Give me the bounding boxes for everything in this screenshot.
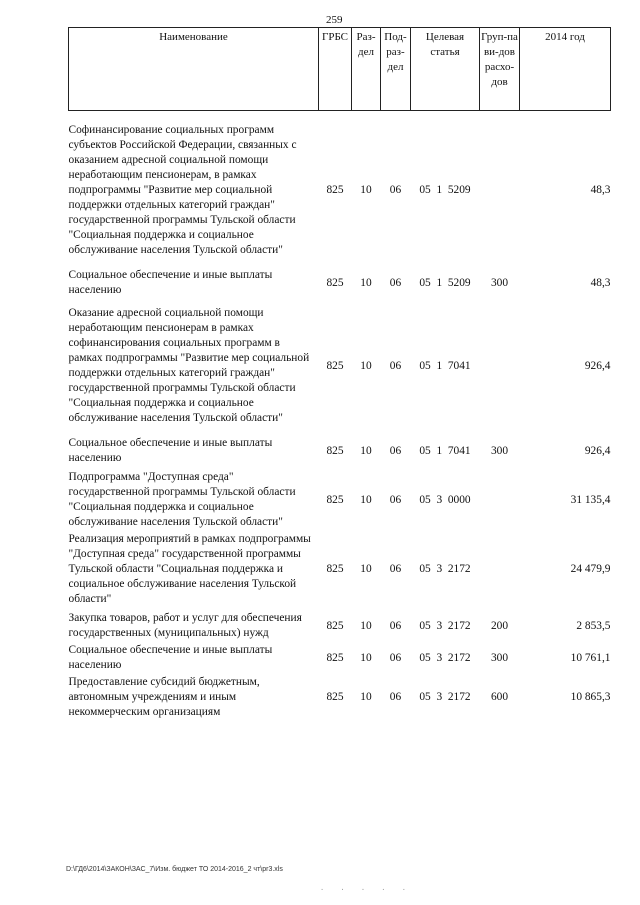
table-row xyxy=(69,470,611,530)
row-name: Предоставление субсидий бюджетным, автономным учреждениям и иным некоммерческим организациям xyxy=(68,676,260,718)
header-razdel: Раз-дел xyxy=(352,28,381,111)
row-name: Социальное обеспечение и иные выплаты населению xyxy=(68,437,273,464)
table-row xyxy=(69,268,611,298)
row-razdel: 10 xyxy=(360,444,372,457)
table-row xyxy=(69,643,611,673)
row-amount: 24 479,9 xyxy=(570,563,611,575)
table-row xyxy=(69,611,611,641)
row-podrazdel: 06 xyxy=(389,563,402,575)
row-target: 05 1 5209 xyxy=(419,184,471,196)
row-razdel: 10 xyxy=(360,619,372,632)
table-row xyxy=(69,306,611,426)
row-group xyxy=(480,470,520,530)
row-podrazdel: 06 xyxy=(389,619,402,632)
row-name: Социальное обеспечение и иные выплаты населению xyxy=(68,644,273,671)
row-grbs: 825 xyxy=(326,691,344,703)
row-podrazdel: 06 xyxy=(389,359,402,372)
row-amount: 48,3 xyxy=(590,184,611,196)
row-amount: 2 853,5 xyxy=(576,619,611,632)
row-podrazdel: 06 xyxy=(389,444,402,457)
row-podrazdel: 06 xyxy=(389,651,402,664)
row-group xyxy=(480,532,520,607)
header-podrazdel: Под-раз-дел xyxy=(381,28,411,111)
row-amount: 48,3 xyxy=(590,276,611,289)
row-podrazdel: 06 xyxy=(389,493,402,506)
row-razdel: 10 xyxy=(360,359,372,372)
row-spacer xyxy=(69,258,611,268)
row-podrazdel: 06 xyxy=(389,276,402,289)
row-target: 05 3 2172 xyxy=(419,619,471,632)
row-grbs: 825 xyxy=(326,563,344,575)
row-grbs: 825 xyxy=(326,444,344,457)
table-row xyxy=(69,675,611,720)
row-grbs: 825 xyxy=(326,651,344,664)
table-row xyxy=(69,436,611,466)
file-path-footer: D:\ГД6\2014\ЗАКОН\ЗАС_7\Изм. бюджет ТО 2014-2016_2 чт\pr3.xls xyxy=(66,866,283,873)
header-group: Груп-па ви-дов расхо-дов xyxy=(480,28,520,111)
row-grbs: 825 xyxy=(326,493,344,506)
row-name: Социальное обеспечение и иные выплаты населению xyxy=(68,269,273,296)
row-group: 200 xyxy=(490,619,509,632)
row-amount: 10 865,3 xyxy=(570,691,611,703)
row-spacer xyxy=(69,298,611,306)
row-amount: 31 135,4 xyxy=(570,493,611,506)
row-podrazdel: 06 xyxy=(389,691,402,703)
row-name: Реализация мероприятий в рамках подпрограммы "Доступная среда" государственной программы Тульской области "Социальная поддержка и социальное обслуживание населения Тульской области" xyxy=(68,533,311,605)
budget-table xyxy=(68,27,611,720)
scan-marks: · · · · · xyxy=(320,886,412,894)
row-group: 300 xyxy=(490,276,509,289)
row-name: Закупка товаров, работ и услуг для обеспечения государственных (муниципальных) нужд xyxy=(68,612,302,639)
page-number: 259 xyxy=(326,14,343,26)
row-target: 05 1 7041 xyxy=(419,444,471,457)
row-group xyxy=(480,123,520,258)
row-amount: 926,4 xyxy=(584,444,611,457)
header-year: 2014 год xyxy=(520,28,611,111)
row-name: Оказание адресной социальной помощи неработающим пенсионерам в рамках софинансирования социальных программ в рамках подпрограммы "Развитие мер социальной поддержки отдельных категорий граждан" государственной программы Тульской области "Социальная поддержка и социальное обслуживание населения Тульской области" xyxy=(68,307,310,424)
row-grbs: 825 xyxy=(326,359,344,372)
row-razdel: 10 xyxy=(360,276,372,289)
row-target: 05 3 2172 xyxy=(419,563,471,575)
table-row xyxy=(69,532,611,607)
row-podrazdel: 06 xyxy=(389,184,402,196)
row-spacer xyxy=(69,111,611,124)
row-amount: 926,4 xyxy=(584,359,611,372)
table-row xyxy=(69,123,611,258)
row-razdel: 10 xyxy=(360,493,372,506)
header-target: Целевая статья xyxy=(411,28,480,111)
row-group: 300 xyxy=(490,444,509,457)
header-name: Наименование xyxy=(69,28,319,111)
header-grbs: ГРБС xyxy=(319,28,352,111)
row-group: 300 xyxy=(490,651,509,664)
row-razdel: 10 xyxy=(360,691,372,703)
row-target: 05 3 2172 xyxy=(419,651,471,664)
row-amount: 10 761,1 xyxy=(570,651,611,664)
row-grbs: 825 xyxy=(326,184,344,196)
row-target: 05 3 2172 xyxy=(419,691,471,703)
row-group xyxy=(480,306,520,426)
row-razdel: 10 xyxy=(360,563,372,575)
row-group: 600 xyxy=(490,691,509,703)
row-razdel: 10 xyxy=(360,651,372,664)
row-grbs: 825 xyxy=(326,276,344,289)
row-razdel: 10 xyxy=(360,184,372,196)
row-name: Софинансирование социальных программ субъектов Российской Федерации, связанных с оказанием адресной социальной помощи неработающим пенсионерам, в рамках подпрограммы "Развитие мер социальной поддержки отдельных категорий граждан" государственной программы Тульской области "Социальная поддержка и социальное обслуживание населения Тульской области" xyxy=(68,124,297,256)
table-header-row xyxy=(69,28,611,111)
row-target: 05 1 7041 xyxy=(419,359,471,372)
row-target: 05 3 0000 xyxy=(419,493,471,506)
row-spacer xyxy=(69,426,611,436)
row-grbs: 825 xyxy=(326,619,344,632)
row-target: 05 1 5209 xyxy=(419,276,471,289)
row-name: Подпрограмма "Доступная среда" государственной программы Тульской области "Социальная поддержка и социальное обслуживание населения Тульской области" xyxy=(68,471,296,528)
